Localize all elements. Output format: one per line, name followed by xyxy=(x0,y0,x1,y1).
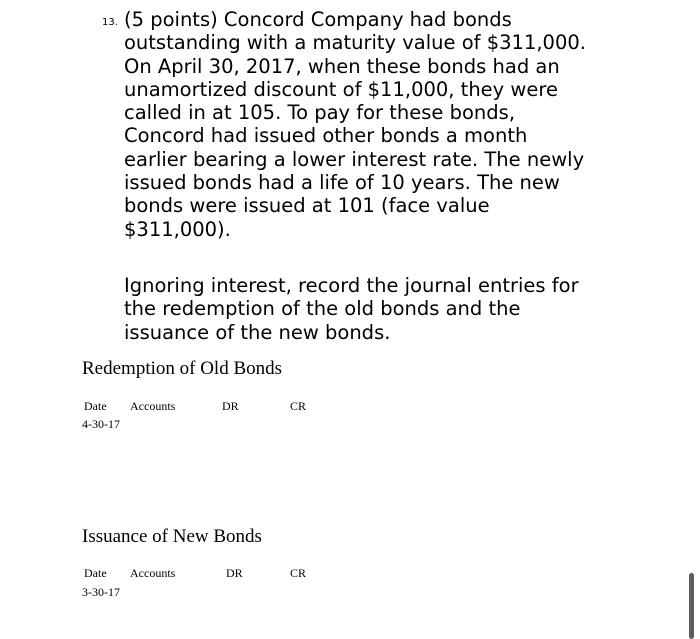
question-number: 13. xyxy=(102,17,118,28)
issuance-dr-header: DR xyxy=(226,566,243,580)
redemption-title: Redemption of Old Bonds xyxy=(82,358,283,379)
scrollbar-thumb[interactable] xyxy=(689,573,694,639)
issuance-accounts-header: Accounts xyxy=(130,566,176,580)
redemption-cr-header: CR xyxy=(290,399,307,413)
question-instruction: Ignoring interest, record the journal entries for the redemption of the old bonds and the issuance of the new bonds. xyxy=(124,274,579,344)
redemption-accounts-header: Accounts xyxy=(130,399,176,413)
issuance-date-header: Date xyxy=(84,566,107,580)
issuance-cr-header: CR xyxy=(290,566,307,580)
question-text: (5 points) Concord Company had bonds outstanding with a maturity value of $311,000. On April 30, 2017, when these bonds had an unamortized discount of $11,000, they were called in at 105. To pay for these bonds, Concord had issued other bonds a month earlier bearing a lower interest rate. The newly issued bonds had a life of 10 years. The new bonds were issued at 101 (face value $311,000). xyxy=(124,8,586,241)
issuance-title: Issuance of New Bonds xyxy=(82,526,262,547)
redemption-date-header: Date xyxy=(84,399,107,413)
redemption-date: 4-30-17 xyxy=(82,417,120,431)
redemption-dr-header: DR xyxy=(222,399,239,413)
issuance-date: 3-30-17 xyxy=(82,585,120,599)
